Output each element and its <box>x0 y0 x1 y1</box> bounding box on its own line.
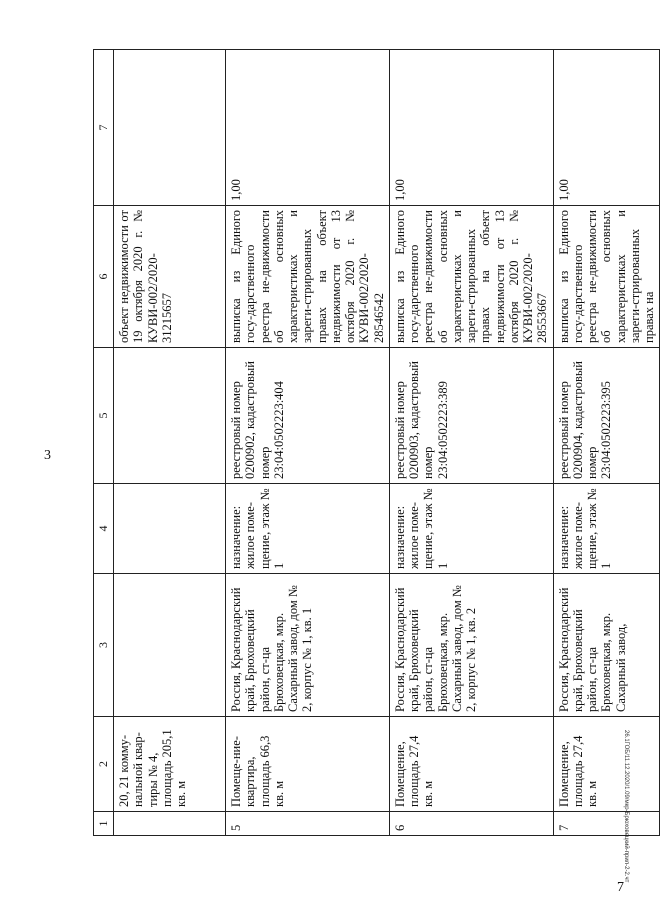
cell-document: выписка из Единого госу-дарственного реестра не-движимости об основных характеристиках и зареги-стрированных правах на <box>553 206 660 348</box>
page-index: 7 <box>617 880 624 895</box>
cell-address: Россия, Краснодарский край, Брюховецкий район, ст-ца Брюховецкая, мкр. Сахарный завод, дом № 2, корпус № 1, кв. 1 <box>226 574 390 717</box>
cell-purpose: назначение: жилое поме-щение, этаж № 1 <box>389 484 553 574</box>
cell-purpose: назначение: жилое поме-щение, этаж № 1 <box>226 484 390 574</box>
property-table <box>93 49 660 836</box>
col-header-1: 1 <box>94 812 114 836</box>
cell-document: выписка из Единого госу-дарственного реестра не-движимости об основных характеристиках и зареги-стрированных правах на объект недвижимости от 13 октября 2020 г. № КУВИ-002/2020-28553667 <box>389 206 553 348</box>
col-header-6: 6 <box>94 206 114 348</box>
page-number: 3 <box>44 448 51 463</box>
cell-address: Россия, Краснодарский край, Брюховецкий район, ст-ца Брюховецкая, мкр. Сахарный завод, дом № 2, корпус № 1, кв. 2 <box>389 574 553 717</box>
cell-num <box>114 812 226 836</box>
cell-num: 7 <box>553 812 660 836</box>
col-header-3: 3 <box>94 574 114 717</box>
table-row <box>226 50 390 836</box>
cell-share: 1,00 <box>389 50 553 206</box>
cell-registry: реестровый номер 0200902, кадастровый номер 23:04:0502223:404 <box>226 348 390 484</box>
table-header-row <box>94 50 114 836</box>
cell-num: 6 <box>389 812 553 836</box>
cell-name: Помещение, площадь 27,4 кв. м <box>553 717 660 812</box>
col-header-2: 2 <box>94 717 114 812</box>
col-header-5: 5 <box>94 348 114 484</box>
cell-registry: реестровый номер 0200903, кадастровый номер 23:04:0502223:389 <box>389 348 553 484</box>
cell-num: 5 <box>226 812 390 836</box>
cell-share: 1,00 <box>226 50 390 206</box>
cell-document: объект недвижимости от 19 октября 2020 г. № КУВИ-002/2020-31215657 <box>114 206 226 348</box>
cell-registry: реестровый номер 0200904, кадастровый номер 23:04:0502223:395 <box>553 348 660 484</box>
cell-registry <box>114 348 226 484</box>
table-row <box>553 50 660 836</box>
col-header-7: 7 <box>94 50 114 206</box>
table-row <box>114 50 226 836</box>
cell-document: выписка из Единого госу-дарственного реестра не-движимости об основных характеристиках и зареги-стрированных правах на объект недвижимости от 13 октября 2020 г. № КУВИ-002/2020-28546542 <box>226 206 390 348</box>
cell-name: Помещение, площадь 27,4 кв. м <box>389 717 553 812</box>
cell-address: Россия, Краснодарский край, Брюховецкий район, ст-ца Брюховецкая, мкр. Сахарный завод, <box>553 574 660 717</box>
document-side-note: 26.1ГОБ/11.12.2020/1.09/мкр-Брюховецкий-прил-2-2.чт <box>623 729 629 882</box>
cell-purpose <box>114 484 226 574</box>
cell-name: 20, 21 комму-нальной квар-тиры № 4, площадь 205,1 кв. м <box>114 717 226 812</box>
cell-share: 1,00 <box>553 50 660 206</box>
cell-share <box>114 50 226 206</box>
cell-name: Помеще-ние-квартира, площадь 66,3 кв. м <box>226 717 390 812</box>
cell-address <box>114 574 226 717</box>
col-header-4: 4 <box>94 484 114 574</box>
table-row <box>389 50 553 836</box>
cell-purpose: назначение: жилое поме-щение, этаж № 1 <box>553 484 660 574</box>
